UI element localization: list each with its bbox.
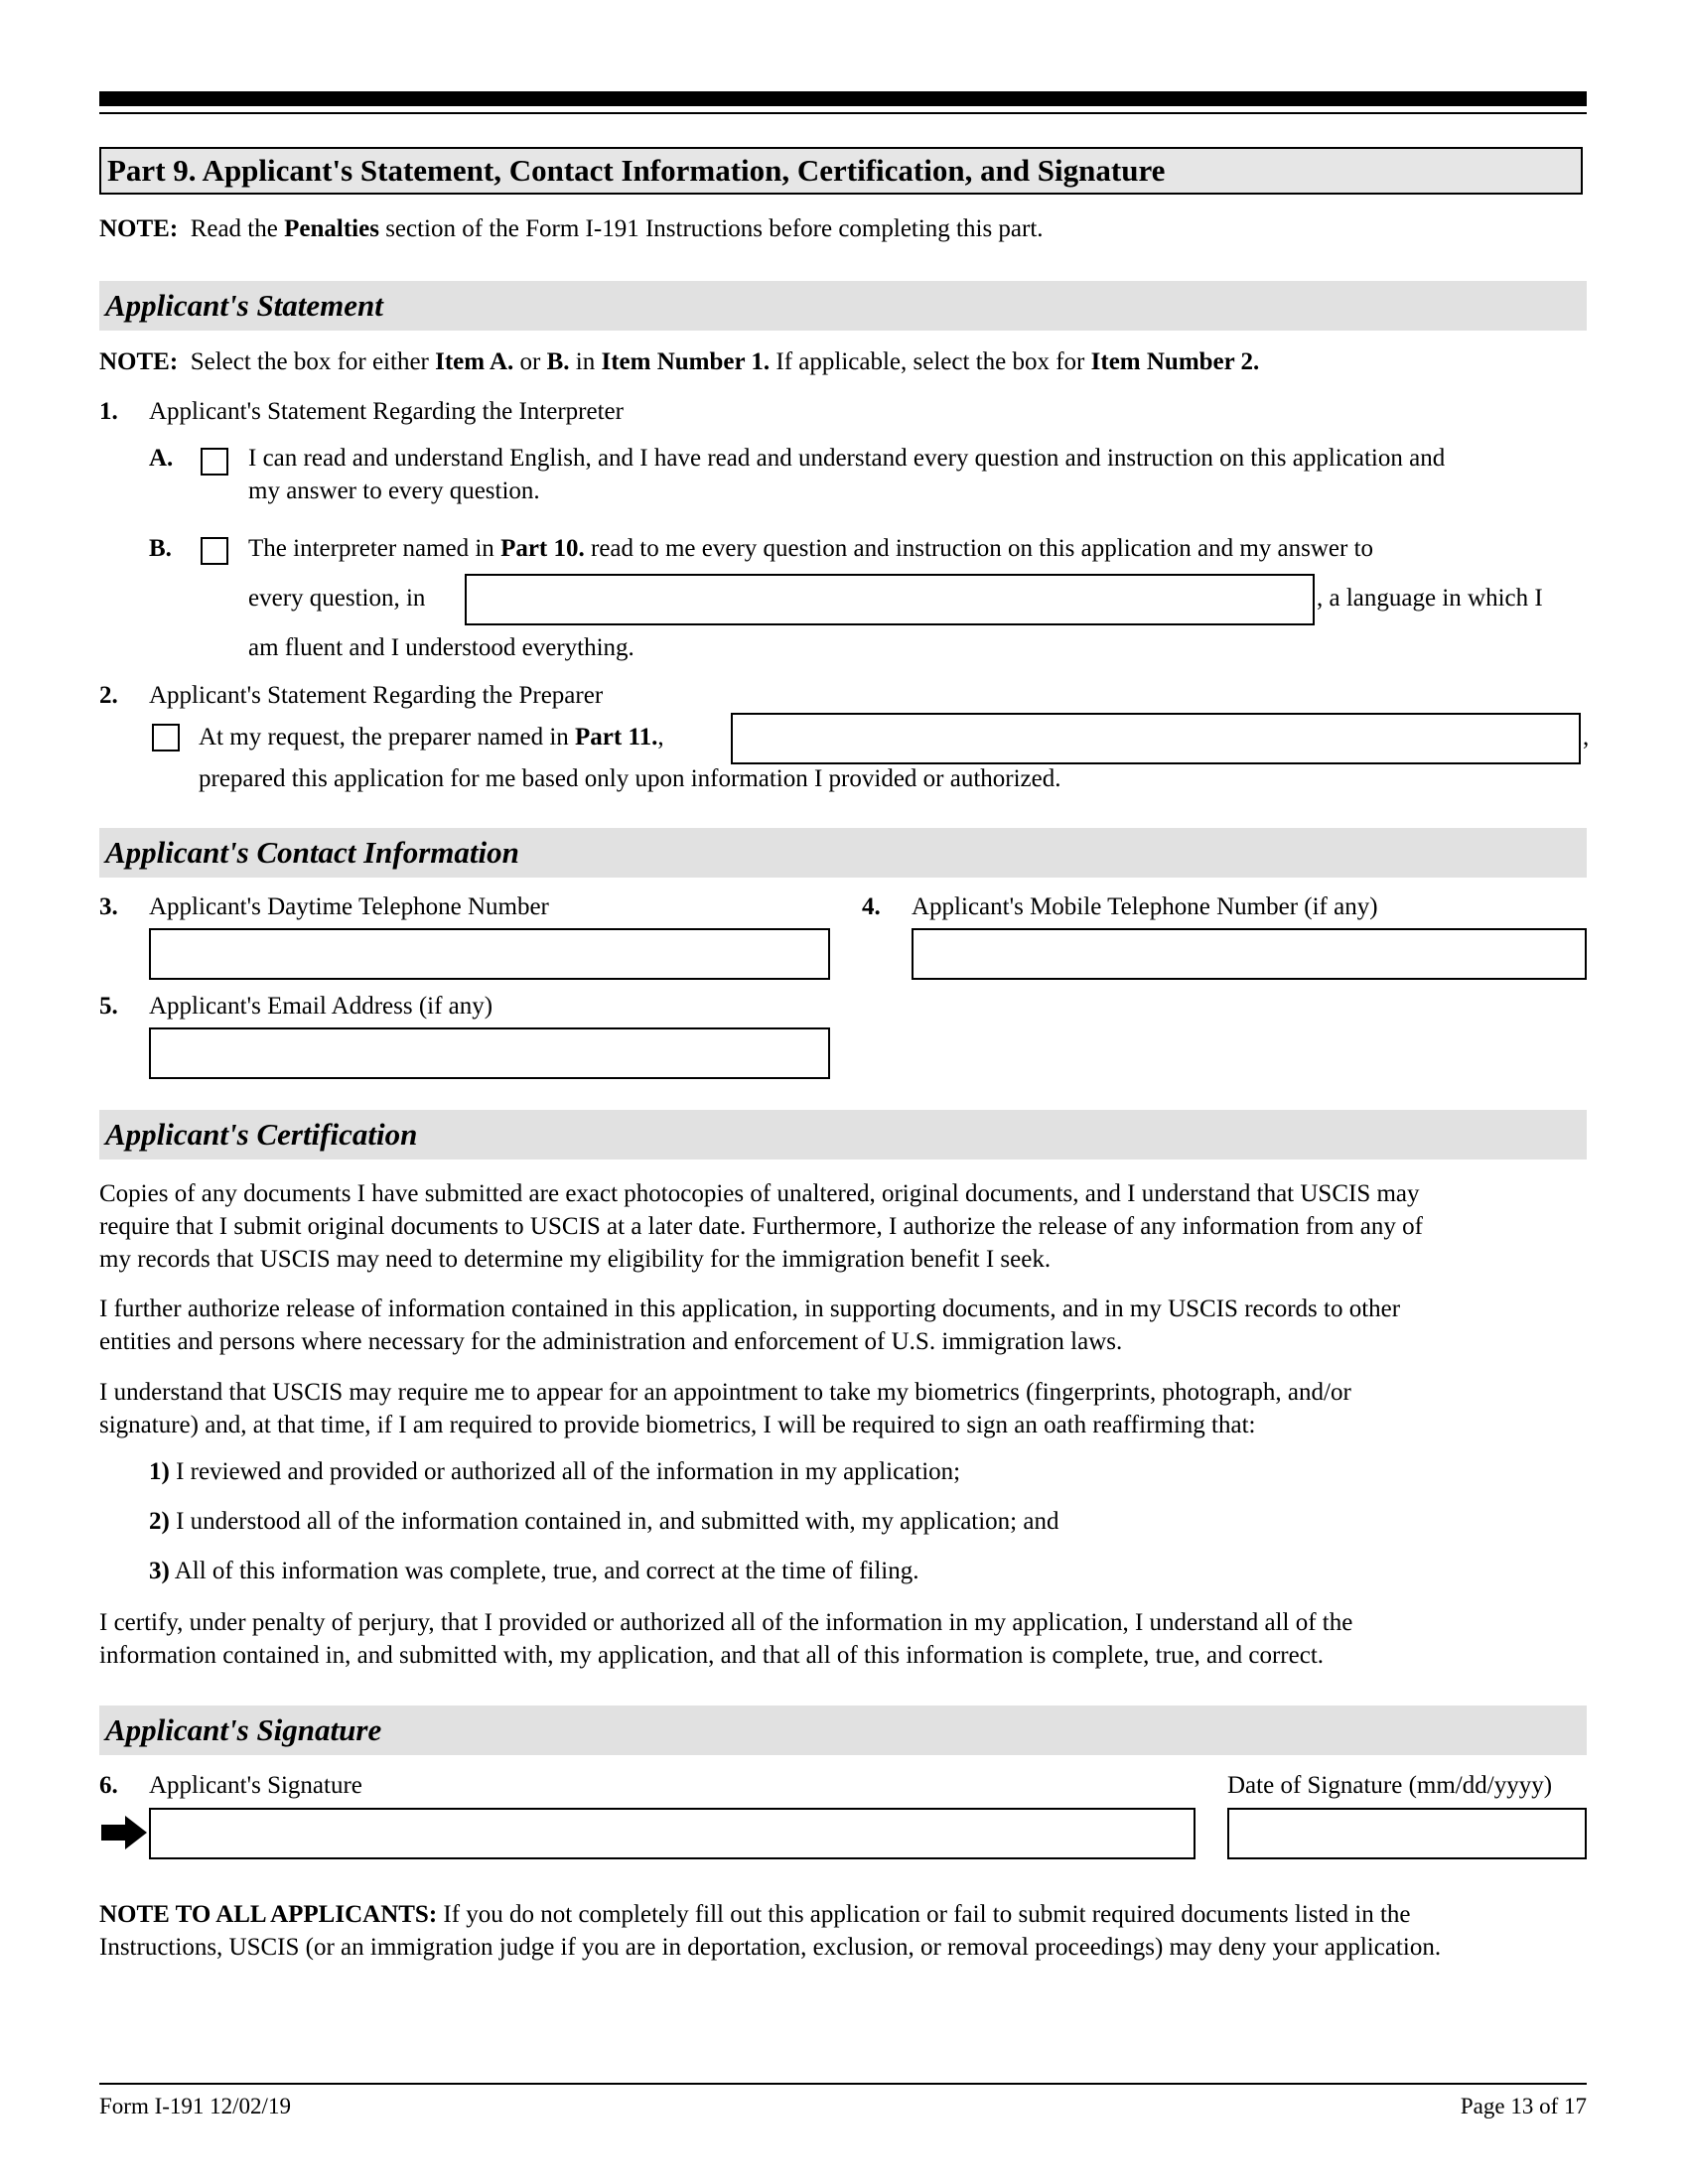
cert-p4-l2: information contained in, and submitted with, my application, and that all of this information is complete, true, and correct. [99,1642,1325,1669]
cert-p2-l2: entities and persons where necessary for the administration and enforcement of U.S. immigration laws. [99,1328,1123,1355]
preparer-field[interactable] [731,713,1581,764]
item-1a-line2: my answer to every question. [248,478,540,504]
cert-list-1 [149,1455,960,1488]
list-text: I reviewed and provided or authorized all of the information in my application; [169,1458,961,1485]
item-1b-line2-post: , a language in which I [1317,585,1543,612]
item-1b-text-end: read to me every question and instruction on this application and my answer to [584,535,1374,562]
note-to-all-l1 [99,1898,1589,1931]
item-1-number: 1. [99,398,118,425]
cert-p1-l1: Copies of any documents I have submitted are exact photocopies of unaltered, original documents, and I understand that USCIS may [99,1180,1420,1207]
item-2-number: 2. [99,682,118,709]
note-bold: Penalties [284,215,379,242]
part-9-header: Part 9. Applicant's Statement, Contact Information, Certification, and Signature [99,147,1583,195]
cert-p2-l1: I further authorize release of information contained in this application, in supporting documents, and in my USCIS records to other [99,1296,1401,1322]
list-number: 2) [149,1508,170,1535]
cert-p1-l2: require that I submit original documents to USCIS at a later date. Furthermore, I authorize the release of any information from any of [99,1213,1423,1240]
cert-list-2 [149,1505,1058,1538]
note-bold: Item Number 1. [601,348,771,375]
item-3-number: 3. [99,893,118,920]
note-penalties [99,212,1589,245]
cert-p3-l2: signature) and, at that time, if I am required to provide biometrics, I will be required to sign an oath reaffirming that: [99,1412,1256,1438]
note-all-label: NOTE TO ALL APPLICANTS: [99,1901,438,1928]
top-thick-rule [99,91,1587,106]
note-all-text: If you do not completely fill out this application or fail to submit required documents listed in the [437,1901,1411,1928]
cert-p3-l1: I understand that USCIS may require me to appear for an appointment to take my biometrics (fingerprints, photograph, and/or [99,1379,1351,1406]
footer-page-number: Page 13 of 17 [1460,2094,1587,2118]
item-1b-line3: am fluent and I understood everything. [248,634,634,661]
note-text: Read the [190,215,285,242]
section-contact-information: Applicant's Contact Information [99,828,1587,878]
item-2-text: At my request, the preparer named in [199,724,576,751]
note-text: in [569,348,602,375]
date-of-signature-label: Date of Signature (mm/dd/yyyy) [1227,1772,1553,1799]
item-1b-text: The interpreter named in [248,535,501,562]
item-1b-line2-pre: every question, in [248,585,426,612]
item-4-number: 4. [862,893,881,920]
item-2-end-comma: , [1583,724,1590,751]
note-text: Select the box for either [190,348,436,375]
date-of-signature-field[interactable] [1227,1808,1587,1859]
top-thin-rule [99,112,1587,114]
interpreter-language-field[interactable] [465,574,1315,625]
item-1a-letter: A. [149,445,174,472]
note-select-box [99,345,1589,378]
item-1-label: Applicant's Statement Regarding the Interpreter [149,398,624,425]
item-2-comma: , [657,724,664,751]
item-1b-line1 [248,532,1373,565]
item-2-bold: Part 11. [575,724,658,751]
item-2-label: Applicant's Statement Regarding the Preparer [149,682,604,709]
list-number: 3) [149,1558,170,1584]
footer-rule [99,2083,1587,2085]
list-text: All of this information was complete, true, and correct at the time of filing. [169,1558,919,1584]
arrow-right-icon [101,1816,147,1849]
item-1b-checkbox[interactable] [201,537,228,565]
item-1b-letter: B. [149,535,172,562]
item-1a-checkbox[interactable] [201,448,228,476]
note-bold: B. [546,348,570,375]
email-field[interactable] [149,1027,830,1079]
note-label: NOTE: [99,215,179,242]
item-6-number: 6. [99,1772,118,1799]
daytime-phone-field[interactable] [149,928,830,980]
note-bold: Item A. [435,348,514,375]
cert-list-3 [149,1555,918,1587]
note-text-end: section of the Form I-191 Instructions before completing this part. [378,215,1044,242]
section-certification: Applicant's Certification [99,1110,1587,1160]
item-6-label: Applicant's Signature [149,1772,362,1799]
item-2-line1 [199,721,664,753]
list-number: 1) [149,1458,170,1485]
item-2-checkbox[interactable] [152,724,180,751]
mobile-phone-field[interactable] [912,928,1587,980]
item-1a-line1: I can read and understand English, and I have read and understand every question and instruction on this application and [248,445,1446,472]
cert-p1-l3: my records that USCIS may need to determine my eligibility for the immigration benefit I seek. [99,1246,1052,1273]
note-bold: Item Number 2. [1090,348,1260,375]
signature-field[interactable] [149,1808,1196,1859]
item-4-label: Applicant's Mobile Telephone Number (if any) [912,893,1378,920]
note-text: If applicable, select the box for [770,348,1091,375]
section-applicant-statement: Applicant's Statement [99,281,1587,331]
note-label: NOTE: [99,348,179,375]
section-signature: Applicant's Signature [99,1706,1587,1755]
item-5-label: Applicant's Email Address (if any) [149,993,493,1020]
item-2-line2: prepared this application for me based only upon information I provided or authorized. [199,765,1061,792]
note-text: or [513,348,547,375]
item-3-label: Applicant's Daytime Telephone Number [149,893,549,920]
item-5-number: 5. [99,993,118,1020]
list-text: I understood all of the information contained in, and submitted with, my application; and [169,1508,1059,1535]
item-1b-bold: Part 10. [500,535,585,562]
note-to-all-l2: Instructions, USCIS (or an immigration judge if you are in deportation, exclusion, or removal proceedings) may deny your application. [99,1934,1442,1961]
cert-p4-l1: I certify, under penalty of perjury, that I provided or authorized all of the information in my application, I understand all of the [99,1609,1353,1636]
footer-form-id: Form I-191 12/02/19 [99,2094,291,2118]
